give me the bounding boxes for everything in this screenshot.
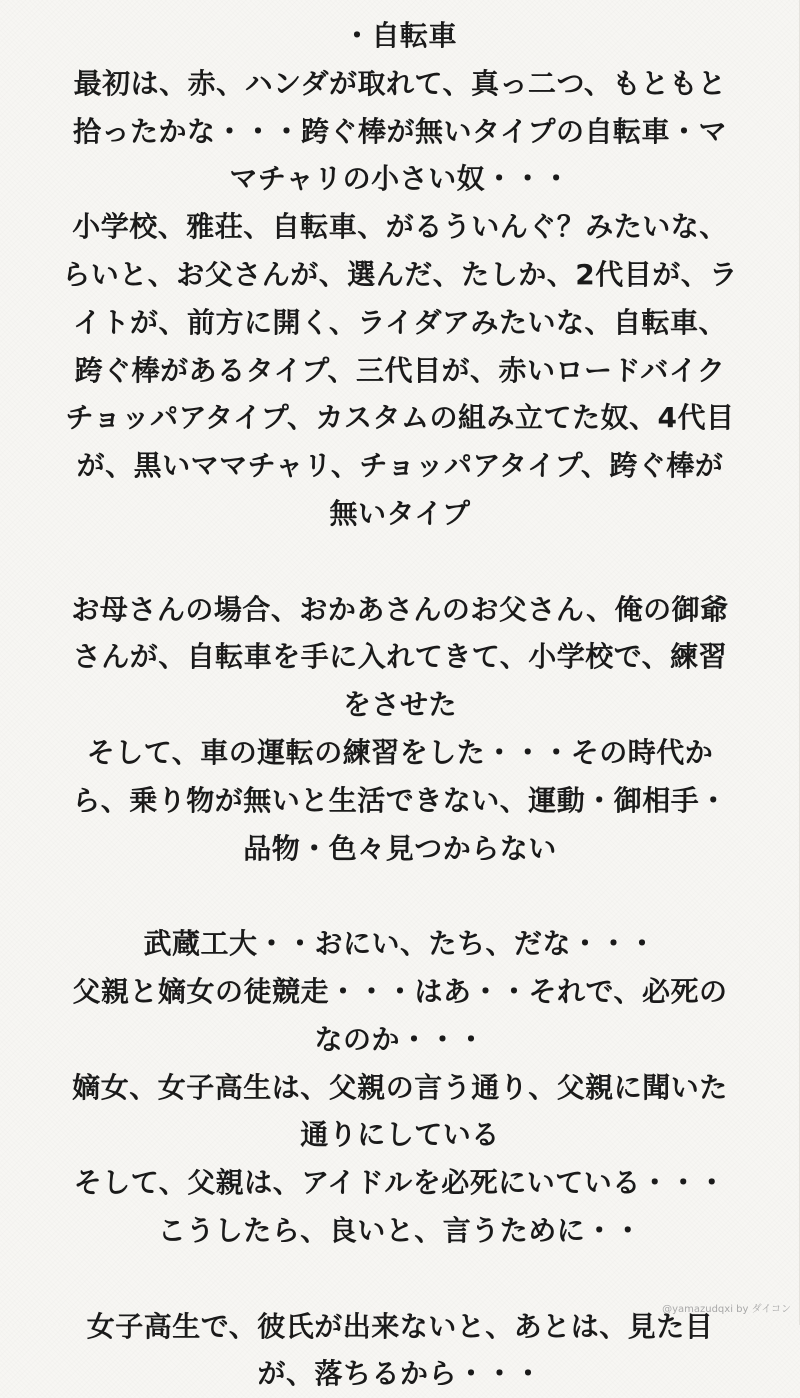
- text-line: そして、車の運転の練習をした・・・その時代か: [86, 735, 714, 769]
- text-line: 武蔵工大・・おにい、たち、だな・・・: [143, 927, 657, 961]
- text-line: らいと、お父さんが、選んだ、たしか、2代目が、ラ: [62, 257, 738, 291]
- text-line: さんが、自転車を手に入れてきて、小学校で、練習: [72, 640, 728, 674]
- text-line: 品物・色々見つからない: [243, 831, 557, 865]
- blank-line: [10, 1255, 790, 1303]
- text-line: こうしたら、良いと、言うために・・: [157, 1213, 643, 1247]
- text-line: 跨ぐ棒があるタイプ、三代目が、赤いロードバイク: [74, 353, 726, 387]
- text-line: マチャリの小さい奴・・・: [229, 162, 571, 196]
- text-line: が、落ちるから・・・: [257, 1357, 543, 1391]
- text-line: お母さんの場合、おかあさんのお父さん、俺の御爺: [71, 592, 729, 626]
- text-line: ・自転車: [342, 19, 457, 52]
- text-line: 拾ったかな・・・跨ぐ棒が無いタイプの自転車・マ: [72, 114, 728, 148]
- text-line: が、黒いママチャリ、チョッパアタイプ、跨ぐ棒が: [76, 449, 724, 483]
- text-line: ら、乗り物が無いと生活できない、運動・御相手・: [72, 783, 728, 817]
- text-line: そして、父親は、アイドルを必死にいている・・・: [73, 1166, 727, 1200]
- text-line: イトが、前方に開く、ライダアみたいな、自転車、: [72, 305, 728, 339]
- text-line: 嫡女、女子高生は、父親の言う通り、父親に聞いた: [72, 1070, 728, 1104]
- watermark: @yamazudqxi by ダイコン: [662, 1304, 791, 1315]
- text-line: 通りにしている: [300, 1118, 500, 1152]
- text-line: 最初は、赤、ハンダが取れて、真っ二つ、もともと: [73, 66, 727, 100]
- text-line: 父親と嫡女の徒競走・・・はあ・・それで、必死の: [72, 974, 728, 1008]
- text-line: なのか・・・: [314, 1022, 486, 1056]
- text-line: 女子高生で、彼氏が出来ないと、あとは、見た目: [86, 1309, 714, 1343]
- text-block: [10, 12, 790, 1398]
- text-line: チョッパアタイプ、カスタムの組み立てた奴、4代目: [65, 401, 735, 435]
- blank-line: [10, 872, 790, 920]
- text-line: をさせた: [342, 688, 457, 722]
- blank-line: [10, 538, 790, 586]
- text-line: 小学校、雅荘、自転車、がるういんぐ？みたいな、: [72, 210, 728, 244]
- text-line: 無いタイプ: [329, 496, 471, 530]
